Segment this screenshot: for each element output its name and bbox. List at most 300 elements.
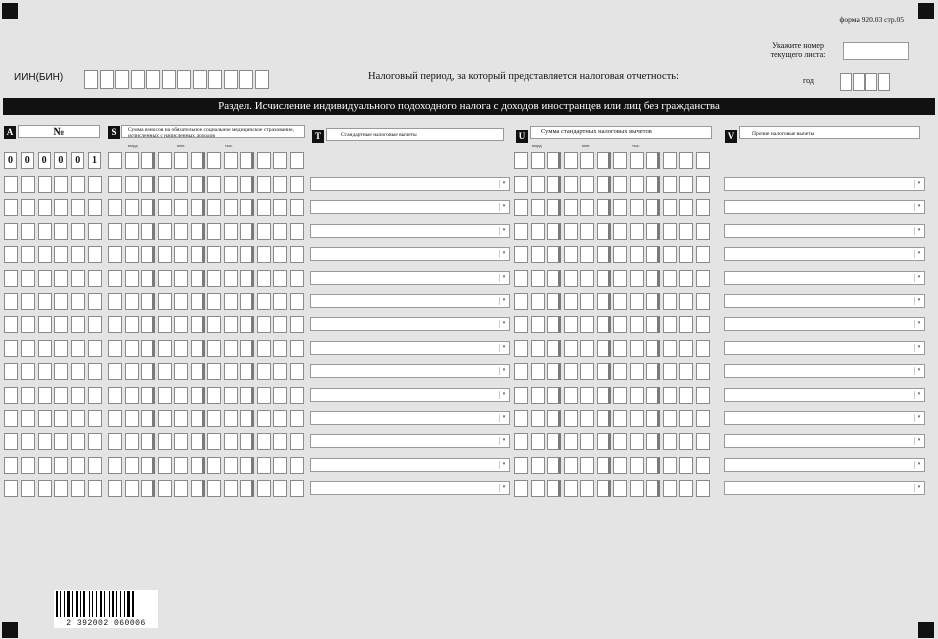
column-u-digit-cell[interactable] — [531, 410, 545, 427]
column-u-digit-cell[interactable] — [547, 316, 561, 333]
column-u-digit-cell[interactable] — [514, 340, 528, 357]
column-u-digit-cell[interactable] — [531, 387, 545, 404]
column-u-digit-cell[interactable] — [663, 293, 677, 310]
column-u-digit-cell[interactable] — [597, 410, 611, 427]
column-s-digit-cell[interactable] — [191, 457, 205, 474]
row-number-cell[interactable] — [38, 457, 52, 474]
row-number-cell[interactable] — [71, 176, 85, 193]
column-u-digit-cell[interactable] — [597, 433, 611, 450]
column-s-digit-cell[interactable] — [174, 480, 188, 497]
column-s-digit-cell[interactable] — [141, 199, 155, 216]
column-s-digit-cell[interactable] — [224, 199, 238, 216]
column-u-digit-cell[interactable] — [547, 433, 561, 450]
other-deduction-dropdown[interactable] — [724, 271, 925, 285]
standard-deduction-dropdown[interactable] — [310, 481, 510, 495]
column-s-digit-cell[interactable] — [257, 293, 271, 310]
column-u-digit-cell[interactable] — [564, 223, 578, 240]
row-number-cell[interactable] — [4, 433, 18, 450]
column-s-digit-cell[interactable] — [108, 199, 122, 216]
column-s-digit-cell[interactable] — [158, 246, 172, 263]
column-u-digit-cell[interactable] — [630, 410, 644, 427]
column-s-digit-cell[interactable] — [174, 199, 188, 216]
column-u-digit-cell[interactable] — [580, 433, 594, 450]
column-s-digit-cell[interactable] — [273, 152, 287, 169]
standard-deduction-dropdown[interactable] — [310, 411, 510, 425]
other-deduction-dropdown[interactable] — [724, 317, 925, 331]
column-s-digit-cell[interactable] — [141, 316, 155, 333]
column-u-digit-cell[interactable] — [597, 316, 611, 333]
column-u-digit-cell[interactable] — [679, 387, 693, 404]
column-s-digit-cell[interactable] — [174, 176, 188, 193]
column-u-digit-cell[interactable] — [564, 480, 578, 497]
column-u-digit-cell[interactable] — [564, 176, 578, 193]
other-deduction-dropdown[interactable] — [724, 247, 925, 261]
column-s-digit-cell[interactable] — [290, 316, 304, 333]
column-s-digit-cell[interactable] — [174, 270, 188, 287]
column-s-digit-cell[interactable] — [240, 410, 254, 427]
row-number-cell[interactable] — [88, 340, 102, 357]
column-u-digit-cell[interactable] — [514, 363, 528, 380]
column-u-digit-cell[interactable] — [531, 246, 545, 263]
column-s-digit-cell[interactable] — [191, 480, 205, 497]
column-s-digit-cell[interactable] — [224, 246, 238, 263]
column-u-digit-cell[interactable] — [580, 387, 594, 404]
column-s-digit-cell[interactable] — [174, 433, 188, 450]
column-s-digit-cell[interactable] — [290, 293, 304, 310]
column-s-digit-cell[interactable] — [141, 152, 155, 169]
column-u-digit-cell[interactable] — [630, 363, 644, 380]
column-s-digit-cell[interactable] — [141, 433, 155, 450]
column-u-digit-cell[interactable] — [663, 152, 677, 169]
row-number-cell[interactable] — [54, 293, 68, 310]
column-u-digit-cell[interactable] — [630, 340, 644, 357]
other-deduction-dropdown[interactable] — [724, 200, 925, 214]
column-s-digit-cell[interactable] — [257, 270, 271, 287]
column-u-digit-cell[interactable] — [630, 270, 644, 287]
column-u-digit-cell[interactable] — [564, 246, 578, 263]
column-s-digit-cell[interactable] — [108, 433, 122, 450]
row-number-cell[interactable] — [71, 316, 85, 333]
column-s-digit-cell[interactable] — [174, 293, 188, 310]
column-u-digit-cell[interactable] — [696, 270, 710, 287]
column-u-digit-cell[interactable] — [663, 223, 677, 240]
column-s-digit-cell[interactable] — [257, 223, 271, 240]
column-s-digit-cell[interactable] — [108, 363, 122, 380]
column-s-digit-cell[interactable] — [257, 410, 271, 427]
column-s-digit-cell[interactable] — [240, 270, 254, 287]
column-s-digit-cell[interactable] — [125, 176, 139, 193]
row-number-cell[interactable] — [38, 387, 52, 404]
column-u-digit-cell[interactable] — [696, 480, 710, 497]
column-s-digit-cell[interactable] — [290, 480, 304, 497]
row-number-cell[interactable] — [4, 176, 18, 193]
column-s-digit-cell[interactable] — [273, 480, 287, 497]
column-s-digit-cell[interactable] — [158, 387, 172, 404]
iin-digit-cell[interactable] — [224, 70, 238, 89]
row-number-cell[interactable] — [71, 270, 85, 287]
column-s-digit-cell[interactable] — [290, 363, 304, 380]
column-u-digit-cell[interactable] — [613, 410, 627, 427]
column-s-digit-cell[interactable] — [224, 176, 238, 193]
column-u-digit-cell[interactable] — [663, 270, 677, 287]
column-u-digit-cell[interactable] — [646, 270, 660, 287]
column-s-digit-cell[interactable] — [191, 176, 205, 193]
column-s-digit-cell[interactable] — [108, 246, 122, 263]
column-s-digit-cell[interactable] — [125, 457, 139, 474]
column-s-digit-cell[interactable] — [273, 176, 287, 193]
other-deduction-dropdown[interactable] — [724, 364, 925, 378]
standard-deduction-dropdown[interactable] — [310, 434, 510, 448]
row-number-cell[interactable] — [71, 340, 85, 357]
column-u-digit-cell[interactable] — [663, 316, 677, 333]
column-s-digit-cell[interactable] — [207, 223, 221, 240]
column-s-digit-cell[interactable] — [174, 246, 188, 263]
iin-digit-cell[interactable] — [115, 70, 129, 89]
other-deduction-dropdown[interactable] — [724, 481, 925, 495]
row-number-cell[interactable] — [88, 176, 102, 193]
row-number-cell[interactable] — [4, 246, 18, 263]
column-u-digit-cell[interactable] — [679, 293, 693, 310]
column-u-digit-cell[interactable] — [663, 176, 677, 193]
column-s-digit-cell[interactable] — [207, 293, 221, 310]
column-u-digit-cell[interactable] — [679, 152, 693, 169]
column-s-digit-cell[interactable] — [290, 199, 304, 216]
column-u-digit-cell[interactable] — [679, 480, 693, 497]
column-s-digit-cell[interactable] — [141, 340, 155, 357]
row-number-cell[interactable] — [54, 457, 68, 474]
column-u-digit-cell[interactable] — [580, 293, 594, 310]
other-deduction-dropdown[interactable] — [724, 388, 925, 402]
column-u-digit-cell[interactable] — [547, 270, 561, 287]
column-u-digit-cell[interactable] — [646, 223, 660, 240]
column-s-digit-cell[interactable] — [224, 293, 238, 310]
row-number-cell[interactable] — [21, 410, 35, 427]
row-number-cell[interactable] — [4, 223, 18, 240]
column-s-digit-cell[interactable] — [141, 480, 155, 497]
row-number-cell[interactable] — [88, 387, 102, 404]
column-s-digit-cell[interactable] — [125, 199, 139, 216]
column-u-digit-cell[interactable] — [580, 363, 594, 380]
row-number-cell[interactable] — [38, 480, 52, 497]
column-s-digit-cell[interactable] — [273, 410, 287, 427]
column-u-digit-cell[interactable] — [531, 152, 545, 169]
row-number-cell[interactable] — [4, 199, 18, 216]
row-number-cell[interactable] — [71, 387, 85, 404]
column-s-digit-cell[interactable] — [125, 433, 139, 450]
column-u-digit-cell[interactable] — [696, 433, 710, 450]
row-number-cell[interactable] — [21, 246, 35, 263]
column-u-digit-cell[interactable] — [531, 199, 545, 216]
column-u-digit-cell[interactable] — [679, 457, 693, 474]
column-u-digit-cell[interactable] — [663, 410, 677, 427]
column-u-digit-cell[interactable] — [696, 246, 710, 263]
column-u-digit-cell[interactable] — [597, 387, 611, 404]
column-u-digit-cell[interactable] — [696, 293, 710, 310]
column-s-digit-cell[interactable] — [240, 176, 254, 193]
row-number-cell[interactable] — [88, 270, 102, 287]
column-s-digit-cell[interactable] — [257, 199, 271, 216]
column-s-digit-cell[interactable] — [125, 340, 139, 357]
year-digit-cell[interactable] — [840, 73, 852, 91]
column-s-digit-cell[interactable] — [257, 152, 271, 169]
column-s-digit-cell[interactable] — [141, 457, 155, 474]
column-u-digit-cell[interactable] — [531, 433, 545, 450]
column-u-digit-cell[interactable] — [564, 457, 578, 474]
column-s-digit-cell[interactable] — [257, 340, 271, 357]
row-number-cell[interactable] — [88, 316, 102, 333]
row-number-cell[interactable] — [21, 270, 35, 287]
column-s-digit-cell[interactable] — [257, 480, 271, 497]
column-u-digit-cell[interactable] — [630, 480, 644, 497]
column-s-digit-cell[interactable] — [191, 316, 205, 333]
standard-deduction-dropdown[interactable] — [310, 200, 510, 214]
column-s-digit-cell[interactable] — [125, 246, 139, 263]
row-number-cell[interactable] — [21, 199, 35, 216]
standard-deduction-dropdown[interactable] — [310, 271, 510, 285]
column-s-digit-cell[interactable] — [174, 363, 188, 380]
column-u-digit-cell[interactable] — [514, 433, 528, 450]
column-u-digit-cell[interactable] — [630, 457, 644, 474]
column-u-digit-cell[interactable] — [597, 152, 611, 169]
column-s-digit-cell[interactable] — [108, 293, 122, 310]
column-s-digit-cell[interactable] — [240, 363, 254, 380]
column-u-digit-cell[interactable] — [679, 410, 693, 427]
column-s-digit-cell[interactable] — [141, 223, 155, 240]
row-number-cell[interactable] — [4, 340, 18, 357]
column-u-digit-cell[interactable] — [613, 363, 627, 380]
column-u-digit-cell[interactable] — [514, 176, 528, 193]
column-s-digit-cell[interactable] — [207, 176, 221, 193]
column-s-digit-cell[interactable] — [191, 223, 205, 240]
column-u-digit-cell[interactable] — [679, 199, 693, 216]
column-u-digit-cell[interactable] — [580, 246, 594, 263]
iin-digit-cell[interactable] — [239, 70, 253, 89]
column-s-digit-cell[interactable] — [290, 176, 304, 193]
column-s-digit-cell[interactable] — [207, 363, 221, 380]
row-number-cell[interactable] — [21, 433, 35, 450]
column-s-digit-cell[interactable] — [240, 340, 254, 357]
row-number-cell[interactable] — [54, 410, 68, 427]
row-number-cell[interactable] — [4, 293, 18, 310]
row-number-cell[interactable] — [88, 480, 102, 497]
row-number-cell[interactable] — [38, 293, 52, 310]
column-u-digit-cell[interactable] — [679, 340, 693, 357]
row-number-cell[interactable] — [71, 293, 85, 310]
column-u-digit-cell[interactable] — [547, 387, 561, 404]
iin-digit-cell[interactable] — [131, 70, 145, 89]
column-u-digit-cell[interactable] — [663, 457, 677, 474]
year-digit-cell[interactable] — [853, 73, 865, 91]
column-u-digit-cell[interactable] — [514, 387, 528, 404]
column-s-digit-cell[interactable] — [224, 363, 238, 380]
column-u-digit-cell[interactable] — [696, 223, 710, 240]
column-u-digit-cell[interactable] — [630, 223, 644, 240]
row-number-cell[interactable] — [54, 246, 68, 263]
row-number-cell[interactable] — [38, 199, 52, 216]
row-number-cell[interactable] — [21, 363, 35, 380]
column-s-digit-cell[interactable] — [273, 293, 287, 310]
column-u-digit-cell[interactable] — [597, 223, 611, 240]
column-s-digit-cell[interactable] — [207, 340, 221, 357]
column-u-digit-cell[interactable] — [613, 246, 627, 263]
other-deduction-dropdown[interactable] — [724, 341, 925, 355]
column-u-digit-cell[interactable] — [679, 246, 693, 263]
column-u-digit-cell[interactable] — [613, 199, 627, 216]
column-u-digit-cell[interactable] — [696, 152, 710, 169]
column-s-digit-cell[interactable] — [273, 199, 287, 216]
column-u-digit-cell[interactable] — [613, 152, 627, 169]
column-u-digit-cell[interactable] — [646, 152, 660, 169]
row-number-cell[interactable] — [4, 363, 18, 380]
column-u-digit-cell[interactable] — [630, 387, 644, 404]
column-s-digit-cell[interactable] — [141, 387, 155, 404]
column-s-digit-cell[interactable] — [290, 457, 304, 474]
column-s-digit-cell[interactable] — [158, 340, 172, 357]
standard-deduction-dropdown[interactable] — [310, 294, 510, 308]
column-s-digit-cell[interactable] — [257, 246, 271, 263]
standard-deduction-dropdown[interactable] — [310, 458, 510, 472]
column-u-digit-cell[interactable] — [531, 457, 545, 474]
other-deduction-dropdown[interactable] — [724, 458, 925, 472]
column-s-digit-cell[interactable] — [273, 246, 287, 263]
year-digit-cell[interactable] — [878, 73, 890, 91]
column-u-digit-cell[interactable] — [564, 363, 578, 380]
column-u-digit-cell[interactable] — [514, 270, 528, 287]
column-s-digit-cell[interactable] — [273, 340, 287, 357]
column-s-digit-cell[interactable] — [191, 387, 205, 404]
column-u-digit-cell[interactable] — [531, 293, 545, 310]
row-number-cell[interactable] — [54, 340, 68, 357]
column-u-digit-cell[interactable] — [514, 152, 528, 169]
column-u-digit-cell[interactable] — [663, 433, 677, 450]
column-s-digit-cell[interactable] — [207, 246, 221, 263]
column-u-digit-cell[interactable] — [597, 270, 611, 287]
column-s-digit-cell[interactable] — [174, 457, 188, 474]
column-s-digit-cell[interactable] — [224, 457, 238, 474]
column-u-digit-cell[interactable] — [646, 433, 660, 450]
column-u-digit-cell[interactable] — [597, 293, 611, 310]
column-s-digit-cell[interactable] — [240, 246, 254, 263]
column-s-digit-cell[interactable] — [257, 363, 271, 380]
row-number-cell[interactable] — [4, 270, 18, 287]
column-u-digit-cell[interactable] — [547, 340, 561, 357]
column-s-digit-cell[interactable] — [108, 176, 122, 193]
column-s-digit-cell[interactable] — [158, 270, 172, 287]
row-number-cell[interactable] — [4, 457, 18, 474]
column-s-digit-cell[interactable] — [191, 410, 205, 427]
column-s-digit-cell[interactable] — [158, 363, 172, 380]
other-deduction-dropdown[interactable] — [724, 294, 925, 308]
row-number-cell[interactable] — [38, 246, 52, 263]
other-deduction-dropdown[interactable] — [724, 224, 925, 238]
column-u-digit-cell[interactable] — [514, 199, 528, 216]
column-s-digit-cell[interactable] — [224, 316, 238, 333]
row-number-cell[interactable] — [54, 176, 68, 193]
column-u-digit-cell[interactable] — [646, 363, 660, 380]
column-s-digit-cell[interactable] — [257, 433, 271, 450]
column-u-digit-cell[interactable] — [679, 270, 693, 287]
column-s-digit-cell[interactable] — [240, 223, 254, 240]
column-s-digit-cell[interactable] — [125, 410, 139, 427]
column-s-digit-cell[interactable] — [141, 363, 155, 380]
column-s-digit-cell[interactable] — [125, 480, 139, 497]
column-s-digit-cell[interactable] — [174, 223, 188, 240]
row-number-cell[interactable] — [54, 433, 68, 450]
column-u-digit-cell[interactable] — [646, 340, 660, 357]
column-u-digit-cell[interactable] — [613, 316, 627, 333]
iin-digit-cell[interactable] — [100, 70, 114, 89]
column-u-digit-cell[interactable] — [630, 152, 644, 169]
column-s-digit-cell[interactable] — [240, 433, 254, 450]
column-s-digit-cell[interactable] — [191, 152, 205, 169]
column-u-digit-cell[interactable] — [597, 363, 611, 380]
column-s-digit-cell[interactable] — [108, 410, 122, 427]
row-number-cell[interactable] — [88, 246, 102, 263]
row-number-cell[interactable] — [21, 293, 35, 310]
row-number-cell[interactable] — [54, 316, 68, 333]
column-s-digit-cell[interactable] — [174, 316, 188, 333]
row-number-cell[interactable] — [88, 363, 102, 380]
column-u-digit-cell[interactable] — [597, 176, 611, 193]
column-u-digit-cell[interactable] — [597, 340, 611, 357]
column-u-digit-cell[interactable] — [696, 176, 710, 193]
column-s-digit-cell[interactable] — [108, 270, 122, 287]
column-u-digit-cell[interactable] — [564, 433, 578, 450]
row-number-cell[interactable] — [54, 387, 68, 404]
row-number-cell[interactable] — [71, 480, 85, 497]
column-s-digit-cell[interactable] — [191, 270, 205, 287]
column-u-digit-cell[interactable] — [580, 316, 594, 333]
column-s-digit-cell[interactable] — [141, 270, 155, 287]
column-s-digit-cell[interactable] — [174, 410, 188, 427]
column-u-digit-cell[interactable] — [679, 176, 693, 193]
standard-deduction-dropdown[interactable] — [310, 341, 510, 355]
column-s-digit-cell[interactable] — [108, 340, 122, 357]
column-s-digit-cell[interactable] — [240, 293, 254, 310]
column-u-digit-cell[interactable] — [696, 410, 710, 427]
column-s-digit-cell[interactable] — [290, 387, 304, 404]
column-s-digit-cell[interactable] — [141, 293, 155, 310]
row-number-cell[interactable] — [71, 246, 85, 263]
column-s-digit-cell[interactable] — [290, 223, 304, 240]
column-u-digit-cell[interactable] — [679, 433, 693, 450]
standard-deduction-dropdown[interactable] — [310, 364, 510, 378]
column-u-digit-cell[interactable] — [663, 246, 677, 263]
row-number-cell[interactable] — [88, 433, 102, 450]
column-u-digit-cell[interactable] — [696, 457, 710, 474]
column-s-digit-cell[interactable] — [224, 433, 238, 450]
column-s-digit-cell[interactable] — [125, 270, 139, 287]
column-u-digit-cell[interactable] — [663, 387, 677, 404]
column-u-digit-cell[interactable] — [696, 363, 710, 380]
column-s-digit-cell[interactable] — [207, 480, 221, 497]
column-u-digit-cell[interactable] — [580, 270, 594, 287]
column-u-digit-cell[interactable] — [646, 246, 660, 263]
column-u-digit-cell[interactable] — [663, 480, 677, 497]
column-s-digit-cell[interactable] — [158, 480, 172, 497]
row-number-cell[interactable] — [38, 410, 52, 427]
column-u-digit-cell[interactable] — [531, 176, 545, 193]
iin-digit-cell[interactable] — [208, 70, 222, 89]
column-s-digit-cell[interactable] — [158, 293, 172, 310]
column-s-digit-cell[interactable] — [207, 270, 221, 287]
column-u-digit-cell[interactable] — [580, 223, 594, 240]
column-s-digit-cell[interactable] — [141, 176, 155, 193]
standard-deduction-dropdown[interactable] — [310, 177, 510, 191]
standard-deduction-dropdown[interactable] — [310, 247, 510, 261]
column-u-digit-cell[interactable] — [630, 176, 644, 193]
row-number-cell[interactable] — [4, 410, 18, 427]
